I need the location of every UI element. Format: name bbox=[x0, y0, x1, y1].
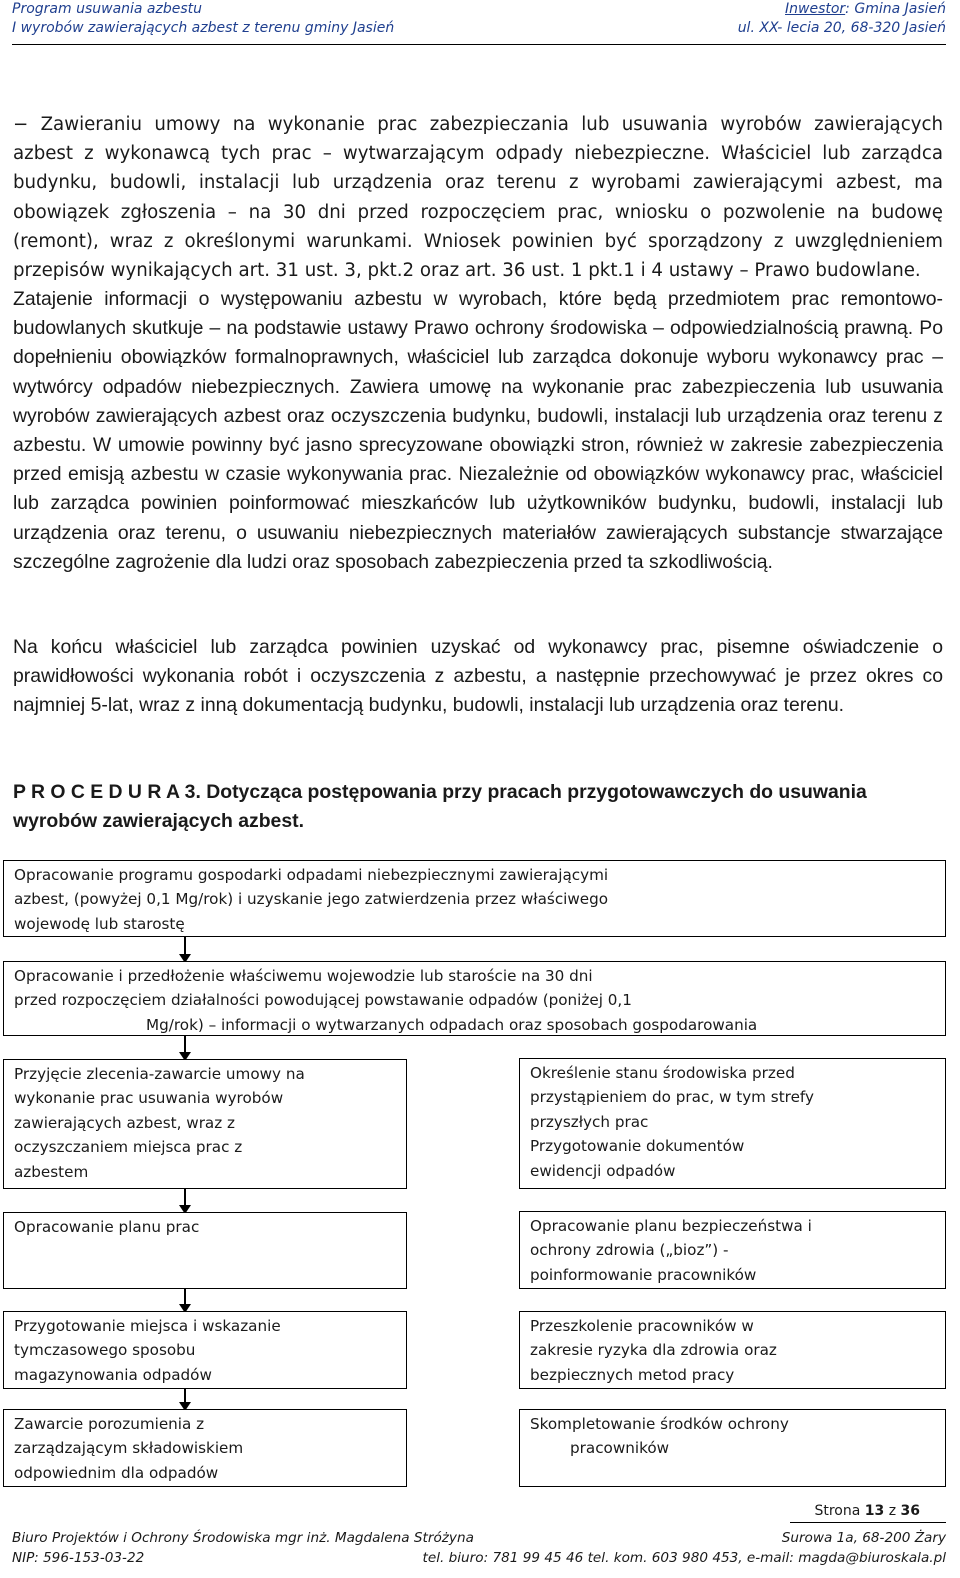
flow-box-contract-text: Przyjęcie zlecenia-zawarcie umowy na wykonanie prac usuwania wyrobów zawierających azbest, wraz z oczyszczaniem miejsca prac z azbestem bbox=[14, 1065, 305, 1181]
flow-box-program bbox=[3, 860, 946, 937]
header-investor-value: : Gmina Jasień bbox=[845, 1, 946, 17]
flow-box-training bbox=[519, 1311, 946, 1389]
header-program-subtitle: I wyrobów zawierających azbest z terenu gminy Jasień bbox=[12, 20, 395, 36]
flow-box-information-line3: Mg/rok) – informacji o wytwarzanych odpadach oraz sposobach gospodarowania bbox=[146, 1015, 758, 1034]
header-investor bbox=[785, 1, 946, 17]
paragraph-2: Zatajenie informacji o występowaniu azbestu w wyrobach, które będą przedmiotem prac remontowo- budowlanych skutkuje – na podstawie ustawy Prawo ochrony środowiska – odpowiedzialnością prawną. Po dopełnieniu obowiązków formalnoprawnych, właściciel lub zarządca dokonuje wyboru wykonawcy prac – wytwórcy odpadów niebezpiecznych. Zawiera umowę na wykonanie prac zabezpieczenia lub usuwania wyrobów zawierających azbest oraz oczyszczenia budynku, budowli, instalacji lub urządzenia oraz terenu z azbestu. W umowie powinny być jasno sprecyzowane obowiązki stron, również w zakresie zabezpieczenia przed emisją azbestu w czasie wykonywania prac. Niezależnie od obowiązków wykonawcy prac, właściciel lub zarządca powinien poinformować mieszkańców lub użytkowników budynku, budowli, instalacji lub urządzenia oraz terenu, o usuwaniu niebezpiecznych materiałów zawierających substancje stwarzające szczególne zagrożenie dla ludzi oraz sposobach zabezpieczenia przed ta szkodliwością. bbox=[13, 288, 943, 573]
page-header bbox=[12, 0, 946, 45]
page-number-label: Strona bbox=[814, 1503, 861, 1519]
flow-box-landfill-agreement-text: Zawarcie porozumienia z zarządzającym składowiskiem odpowiednim dla odpadów bbox=[14, 1415, 244, 1482]
flow-box-information bbox=[3, 961, 946, 1036]
flow-box-protective-equipment-line1: Skompletowanie środków ochrony bbox=[530, 1415, 789, 1433]
header-program-title: Program usuwania azbestu bbox=[12, 1, 203, 17]
arrow-down-4 bbox=[184, 1289, 186, 1312]
page-number-divider bbox=[790, 1522, 946, 1523]
footer-company: Biuro Projektów i Ochrony Środowiska mgr inż. Magdalena Stróżyna bbox=[12, 1530, 474, 1546]
flow-box-work-plan bbox=[3, 1212, 407, 1289]
page-number-current: 13 bbox=[864, 1503, 885, 1519]
procedure-heading: P R O C E D U R A 3. Dotycząca postępowania przy pracach przygotowawczych do usuwania wyrobów zawierających azbest. bbox=[13, 781, 867, 832]
footer-line-2 bbox=[12, 1550, 946, 1566]
flow-box-protective-equipment bbox=[519, 1409, 946, 1487]
flow-box-storage bbox=[3, 1311, 407, 1389]
flow-box-training-text: Przeszkolenie pracowników w zakresie ryzyka dla zdrowia oraz bezpiecznych metod pracy bbox=[530, 1317, 777, 1384]
arrow-down-3 bbox=[184, 1189, 186, 1213]
footer-company-address: Surowa 1a, 68-200 Żary bbox=[781, 1530, 946, 1546]
arrow-down-1 bbox=[184, 937, 186, 962]
flow-box-work-plan-text: Opracowanie planu prac bbox=[14, 1218, 200, 1236]
header-investor-label: Inwestor bbox=[785, 1, 846, 17]
flow-box-waste-records-text: Przygotowanie dokumentów ewidencji odpadów bbox=[530, 1137, 745, 1180]
page-number-of: z bbox=[888, 1503, 897, 1519]
flow-box-protective-equipment-line2: pracowników bbox=[570, 1439, 670, 1458]
flow-box-program-text: Opracowanie programu gospodarki odpadami niebezpiecznymi zawierającymi azbest, (powyżej 0,1 Mg/rok) i uzyskanie jego zatwierdzenia przez właściwego wojewodę lub starostę bbox=[14, 866, 609, 933]
arrow-down-5 bbox=[184, 1389, 186, 1410]
flow-box-bioz-plan-text: Opracowanie planu bezpieczeństwa i ochrony zdrowia („bioz”) - poinformowanie pracowników bbox=[530, 1217, 812, 1284]
flow-box-landfill-agreement bbox=[3, 1409, 407, 1487]
flow-box-contract bbox=[3, 1059, 407, 1189]
page-number bbox=[814, 1503, 920, 1519]
footer-contact: tel. biuro: 781 99 45 46 tel. kom. 603 980 453, e-mail: magda@biuroskala.pl bbox=[422, 1550, 946, 1566]
flow-box-information-line1: Opracowanie i przedłożenie właściwemu wojewodzie lub staroście na 30 dni bbox=[14, 967, 593, 985]
arrow-down-2 bbox=[184, 1036, 186, 1060]
flow-box-storage-text: Przygotowanie miejsca i wskazanie tymczasowego sposobu magazynowania odpadów bbox=[14, 1317, 281, 1384]
paragraph-1: − Zawieraniu umowy na wykonanie prac zabezpieczania lub usuwania wyrobów zawierających azbest z wykonawcą tych prac – wytwarzającym odpady niebezpieczne. Właściciel lub zarządca budynku, budowli, instalacji lub urządzenia oraz terenu z wyrobami zawierającymi azbest, ma obowiązek zgłoszenia – na 30 dni przed rozpoczęciem prac, wniosku o pozwolenie na budowę (remont), wraz z określonymi warunkami. Wniosek powinien być sporządzony z uwzględnieniem przepisów wynikających art. 31 ust. 3, pkt.2 oraz art. 36 ust. 1 pkt.1 i 4 ustawy – Prawo budowlane. bbox=[13, 114, 943, 282]
page-number-total: 36 bbox=[900, 1503, 920, 1519]
flow-box-environment-state bbox=[519, 1058, 946, 1189]
flow-box-environment-state-text: Określenie stanu środowiska przed przystąpieniem do prac, w tym strefy przyszłych prac bbox=[530, 1064, 814, 1131]
flow-box-bioz-plan bbox=[519, 1211, 946, 1289]
flow-box-information-line2: przed rozpoczęciem działalności powodującej powstawanie odpadów (poniżej 0,1 bbox=[14, 991, 632, 1010]
footer-line-1 bbox=[12, 1530, 946, 1546]
paragraph-3: Na końcu właściciel lub zarządca powinien uzyskać od wykonawcy prac, pisemne oświadczenie o prawidłowości wykonania robót i oczyszczenia z azbestu, a następnie przechowywać je przez okres co najmniej 5-lat, wraz z inną dokumentacją budynku, budowli, instalacji lub urządzenia oraz terenu. bbox=[13, 636, 943, 717]
header-address: ul. XX- lecia 20, 68-320 Jasień bbox=[737, 20, 946, 36]
footer-nip: NIP: 596-153-03-22 bbox=[12, 1550, 145, 1566]
